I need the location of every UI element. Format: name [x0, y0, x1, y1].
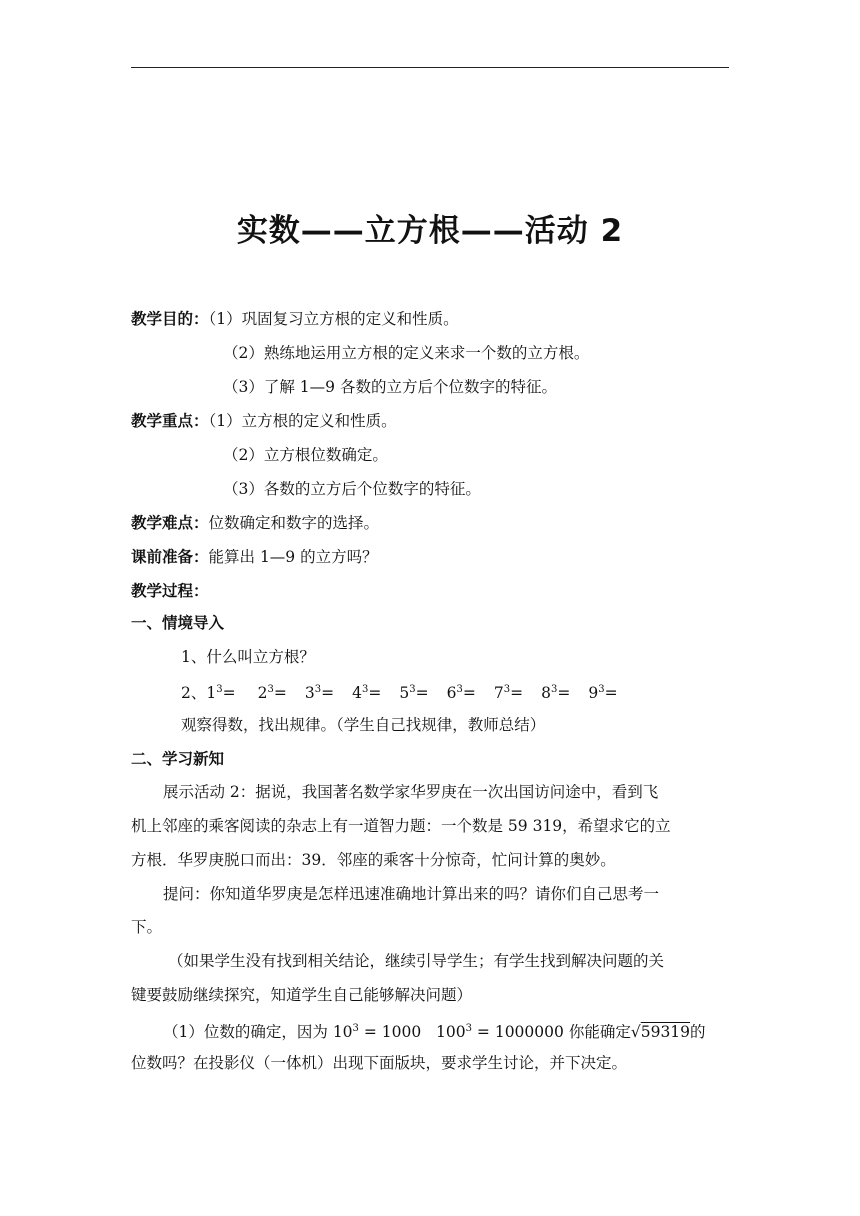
cube-root-expression [631, 1023, 690, 1041]
power-exponent: 3 [598, 684, 605, 695]
power-equals: = [604, 684, 618, 702]
power-equals: = [510, 684, 524, 702]
power-base: 4 [352, 684, 362, 702]
math-result: = 1000 [363, 1023, 422, 1041]
paragraph-line: 位数吗？在投影仪（一体机）出现下面版块，要求学生讨论，并下决定。 [131, 1054, 628, 1072]
objectives-item: （1）巩固复习立方根的定义和性质。 [208, 310, 459, 328]
cube-power-item [206, 680, 235, 703]
power-equals: = [368, 684, 382, 702]
cube-power-item [447, 680, 476, 703]
digits-question-suffix: 的 [690, 1023, 706, 1041]
difficulty-text: 位数确定和数字的选择。 [208, 514, 380, 532]
math-exponent: 3 [465, 1023, 472, 1034]
power-base: 7 [493, 684, 504, 702]
cube-powers-line [181, 680, 618, 703]
cube-power-item [541, 680, 570, 703]
power-equals: = [462, 684, 476, 702]
preparation-line [131, 547, 378, 567]
digits-question-prefix: （1）位数的确定，因为 [163, 1023, 328, 1041]
cube-power-item [588, 680, 617, 703]
cube-power-item [258, 680, 287, 703]
power-exponent: 3 [314, 684, 322, 695]
objectives-item: （3）了解 1—9 各数的立方后个位数字的特征。 [223, 378, 557, 396]
radical-sign: √ [630, 1023, 641, 1041]
power-base: 9 [588, 684, 599, 702]
power-exponent: 3 [456, 684, 463, 695]
objectives-line-1 [131, 309, 459, 329]
section2-heading: 二、学习新知 [131, 750, 225, 768]
question-2-prefix: 2、 [181, 684, 207, 702]
power-base: 5 [399, 684, 410, 702]
key-points-line-1 [131, 411, 397, 431]
math-exponent: 3 [352, 1023, 359, 1034]
math-expression-2 [436, 1023, 564, 1041]
paragraph-line: （如果学生没有找到相关结论，继续引导学生；有学生找到解决问题的关 [168, 952, 665, 970]
math-result: = 1000000 [476, 1023, 564, 1041]
cube-powers-list [206, 684, 617, 702]
preparation-label: 课前准备： [131, 548, 209, 566]
power-exponent: 3 [267, 684, 274, 695]
power-base: 8 [541, 684, 551, 702]
power-equals: = [321, 684, 335, 702]
power-exponent: 3 [503, 684, 511, 695]
key-points-item: （1）立方根的定义和性质。 [208, 412, 397, 430]
power-equals: = [415, 684, 429, 702]
power-base: 6 [446, 684, 457, 702]
digits-question-mid: 你能确定 [568, 1023, 631, 1041]
math-base: 100 [436, 1023, 466, 1041]
difficulty-line [131, 513, 379, 533]
cube-power-item [305, 680, 334, 703]
power-exponent: 3 [216, 684, 223, 695]
power-equals: = [273, 684, 287, 702]
section1-observe: 观察得数，找出规律。（学生自己找规律，教师总结） [181, 716, 546, 734]
objectives-item: （2）熟练地运用立方根的定义来求一个数的立方根。 [223, 344, 590, 362]
power-equals: = [222, 684, 236, 702]
power-base: 1 [206, 684, 217, 702]
power-exponent: 3 [551, 684, 558, 695]
paragraph-line: 下。 [131, 918, 163, 936]
power-exponent: 3 [409, 684, 416, 695]
paragraph-line: 方根．华罗庚脱口而出：39．邻座的乘客十分惊奇，忙问计算的奥妙。 [131, 851, 616, 869]
section1-question-1: 1、什么叫立方根？ [181, 648, 315, 666]
process-label: 教学过程： [131, 582, 209, 600]
power-base: 2 [257, 684, 268, 702]
key-points-label: 教学重点： [131, 412, 209, 430]
power-base: 3 [304, 684, 315, 702]
radicand: 59319 [640, 1023, 691, 1041]
page-title: 实数——立方根——活动 2 [236, 213, 624, 249]
power-exponent: 3 [362, 684, 369, 695]
cube-power-item [494, 680, 523, 703]
digits-question-line [163, 1019, 706, 1042]
cube-power-item [352, 680, 381, 703]
header-rule [131, 67, 729, 68]
key-points-item: （2）立方根位数确定。 [223, 446, 388, 464]
paragraph-line: 机上邻座的乘客阅读的杂志上有一道智力题：一个数是 59 319，希望求它的立 [131, 817, 671, 835]
preparation-text: 能算出 1—9 的立方吗？ [208, 548, 378, 566]
difficulty-label: 教学难点： [131, 514, 209, 532]
math-base: 10 [332, 1023, 353, 1041]
objectives-label: 教学目的： [131, 310, 209, 328]
paragraph-line: 展示活动 2：据说，我国著名数学家华罗庚在一次出国访问途中，看到飞 [163, 783, 659, 801]
paragraph-line: 键要鼓励继续探究，知道学生自己能够解决问题） [131, 986, 473, 1004]
section1-heading: 一、情境导入 [131, 614, 225, 632]
key-points-item: （3）各数的立方后个位数字的特征。 [223, 480, 481, 498]
math-expression-1 [333, 1023, 421, 1041]
paragraph-line: 提问：你知道华罗庚是怎样迅速准确地计算出来的吗？请你们自己思考一 [163, 885, 660, 903]
power-equals: = [557, 684, 571, 702]
cube-power-item [399, 680, 428, 703]
